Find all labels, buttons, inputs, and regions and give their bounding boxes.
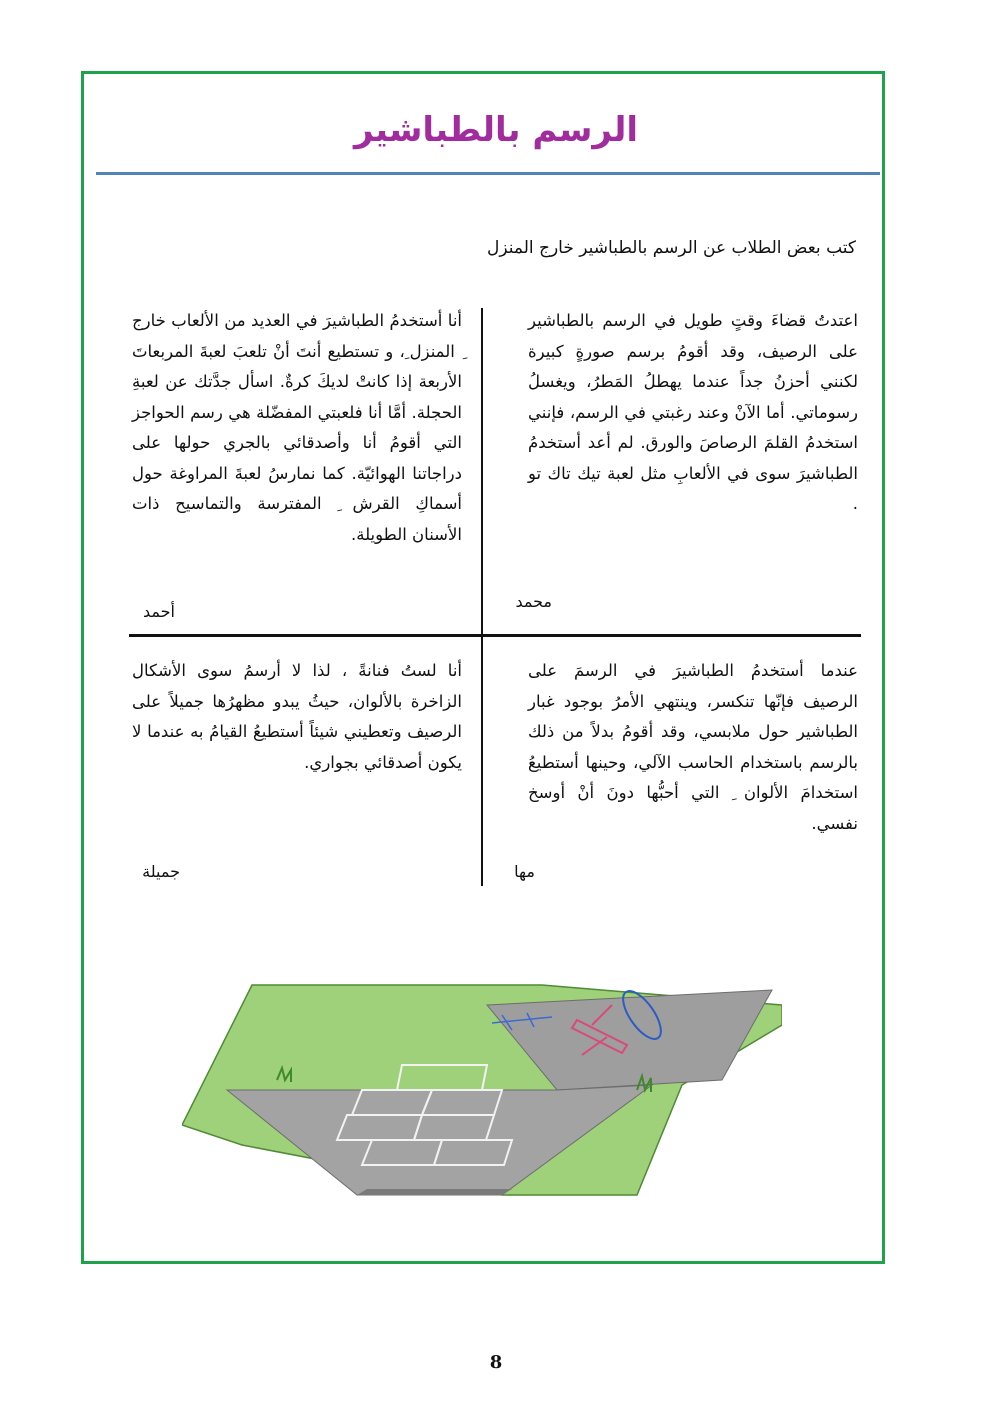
title-divider: [96, 172, 880, 175]
page-number: 8: [489, 1352, 503, 1373]
entry-text-ahmed: أنا أستخدمُ الطباشيرَ في العديد من الألعاب خارج ِ المنزل ِ، و تستطيع أنتَ أنْ تلعبَ لعبةَ المربعاتَ الأربعة إذا كانتْ لديكَ كرةٌ. اسأل جدَّتك عن لعبةِ الحجلة. أمَّا أنا فلعبتي المفضّلة هي رسم الحواجز التي أقومُ أنا وأصدقائي بالجري حولها على دراجاتنا الهوائيّة. كما نمارسُ لعبةَ المراوغة حول أسماكِ القرش ِ المفترسة والتماسيح ذات الأسنان الطويلة.: [132, 311, 462, 544]
intro-text: كتب بعض الطلاب عن الرسم بالطباشير خارج المنزل: [487, 238, 856, 258]
entry-author-ahmed: أحمد: [143, 602, 175, 621]
entry-author-jamila: جميلة: [142, 862, 180, 881]
entry-text-mohammed: اعتدتُ قضاءَ وقتٍ طويل في الرسم بالطباشير على الرصيف، وقد أقومُ برسم صورةٍ كبيرة لكنني أحزنُ جداً عندما يهطلُ المَطرُ، ويغسلُ رسوماتي. أما الآنْ وعند رغبتي في الرسم، فإنني استخدمُ القلمَ الرصاصَ والورق. لم أعد أستخدمُ الطباشيرَ سوى في الألعابِ مثل لعبة تيك تاك تو .: [528, 311, 858, 513]
entry-author-maha: مها: [514, 862, 535, 881]
page-title: الرسم بالطباشير: [353, 110, 639, 150]
sidewalk-edge: [357, 1189, 512, 1195]
column-divider-bottom: [481, 636, 483, 886]
column-divider-top: [481, 308, 483, 636]
row-divider: [129, 634, 861, 637]
entry-text-maha: عندما أستخدمُ الطباشيرَ في الرسمَ على الرصيف فإنّها تنكسر، وينتهي الأمرُ بوجود غبار الطباشير حول ملابسي، وقد أقومُ بدلاً من ذلك بالرسم باستخدام الحاسب الآلي، وحينها أستطيعُ استخدامَ الألوان ِ التي أحبُّها دونَ أنْ أوسخ نفسي.: [528, 661, 858, 833]
entry-author-mohammed: محمد: [515, 592, 552, 611]
entry-text-jamila: أنا لستُ فنانةً ، لذا لا أرسمُ سوى الأشكال الزاخرة بالألوان، حيثُ يبدو مظهرُها جميلاً على الرصيف وتعطيني شيئاً أستطيعُ القيامُ به عندما لا يكون أصدقائي بجواري.: [132, 661, 462, 772]
sidewalk-chalk-illustration: [182, 965, 782, 1205]
